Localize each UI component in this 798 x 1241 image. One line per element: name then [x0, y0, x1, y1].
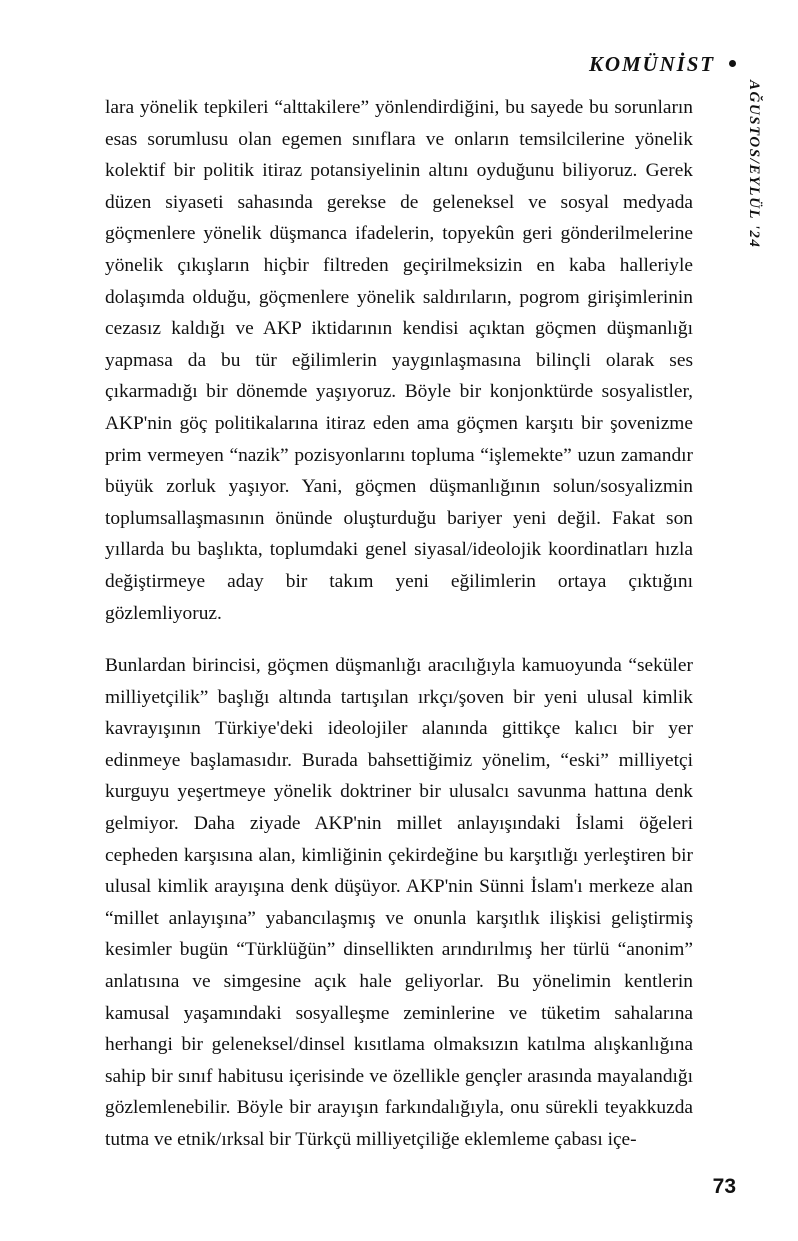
publication-title: KOMÜNİST	[589, 52, 715, 76]
page-header	[0, 52, 736, 77]
paragraph: Bunlardan birincisi, göçmen düşmanlığı aracılığıyla kamuoyunda “seküler milliyetçilik” başlığı altında tartışılan ırkçı/şoven bir yeni ulusal kimlik kavrayışının Türkiye'deki ideolojiler alanında gittikçe kalıcı bir yer edinmeye başlamasıdır. Burada bahsettiğimiz yönelim, “eski” milliyetçi kurguyu yeşertmeye yönelik doktriner bir ulusalcı savunma hattına denk gelmiyor. Daha ziyade AKP'nin millet anlayışındaki İslami öğeleri cepheden karşısına alan, kimliğinin çekirdeğine bu karşıtlığı yerleştiren bir ulusal kimlik arayışına denk düşüyor. AKP'nin Sünni İslam'ı merkeze alan “millet anlayışına” yabancılaşmış ve onunla karşıtlık ilişkisi geliştirmiş kesimler bugün “Türklüğün” dinsellikten arındırılmış her türlü “anonim” anlatısına ve simgesine açık hale geliyorlar. Bu yönelimin kentlerin kamusal yaşamındaki sosyalleşme zeminlerine ve tüketim sahalarına herhangi bir geleneksel/dinsel kısıtlama olmaksızın katılma alışkanlığına sahip bir sınıf habitusu içerisinde ve özellikle gençler arasında mayalandığı gözlemlenebilir. Böyle bir arayışın farkındalığıyla, onu sürekli teyakkuzda tutma ve etnik/ırksal bir Türkçü milliyetçiliğe eklemleme çabası içe-	[105, 655, 693, 1150]
dot-icon	[729, 60, 736, 67]
issue-date-side-label: AĞUSTOS/EYLÜL '24	[746, 80, 762, 249]
paragraph: lara yönelik tepkileri “alttakilere” yönlendirdiğini, bu sayede bu sorunların esas sorumlusu olan egemen sınıflara ve onların temsilcilerine yönelik kolektif bir politik itiraz potansiyelinin altını oyduğunu biliyoruz. Gerek düzen siyaseti sahasında gerekse de geleneksel ve sosyal medyada göçmenlere yönelik düşmanca ifadelerin, topyekûn geri gönderilmelerine yönelik çıkışların hiçbir filtreden geçirilmeksizin en kaba halleriyle dolaşımda olduğu, göçmenlere yönelik saldırıların, pogrom girişimlerinin cezasız kaldığı ve AKP iktidarının kendisi açıktan göçmen düşmanlığı yapmasa da bu tür eğilimlerin yaygınlaşmasına bilinçli olarak ses çıkarmadığı bir dönemde yaşıyoruz. Böyle bir konjonktürde sosyalistler, AKP'nin göç politikalarına itiraz eden ama göçmen karşıtı bir şovenizme prim vermeyen “nazik” pozisyonlarını topluma “işlemekte” uzun zamandır büyük zorluk yaşıyor. Yani, göçmen düşmanlığının solun/sosyalizmin toplumsallaşmasının önünde oluşturduğu bariyer yeni değil. Fakat son yıllarda bu başlıkta, toplumdaki genel siyasal/ideolojik koordinatları hızla değiştirmeye aday bir takım yeni eğilimlerin ortaya çıktığını gözlemliyoruz.	[105, 97, 693, 624]
page-number: 73	[712, 1175, 736, 1198]
body-text-column	[105, 92, 693, 1156]
